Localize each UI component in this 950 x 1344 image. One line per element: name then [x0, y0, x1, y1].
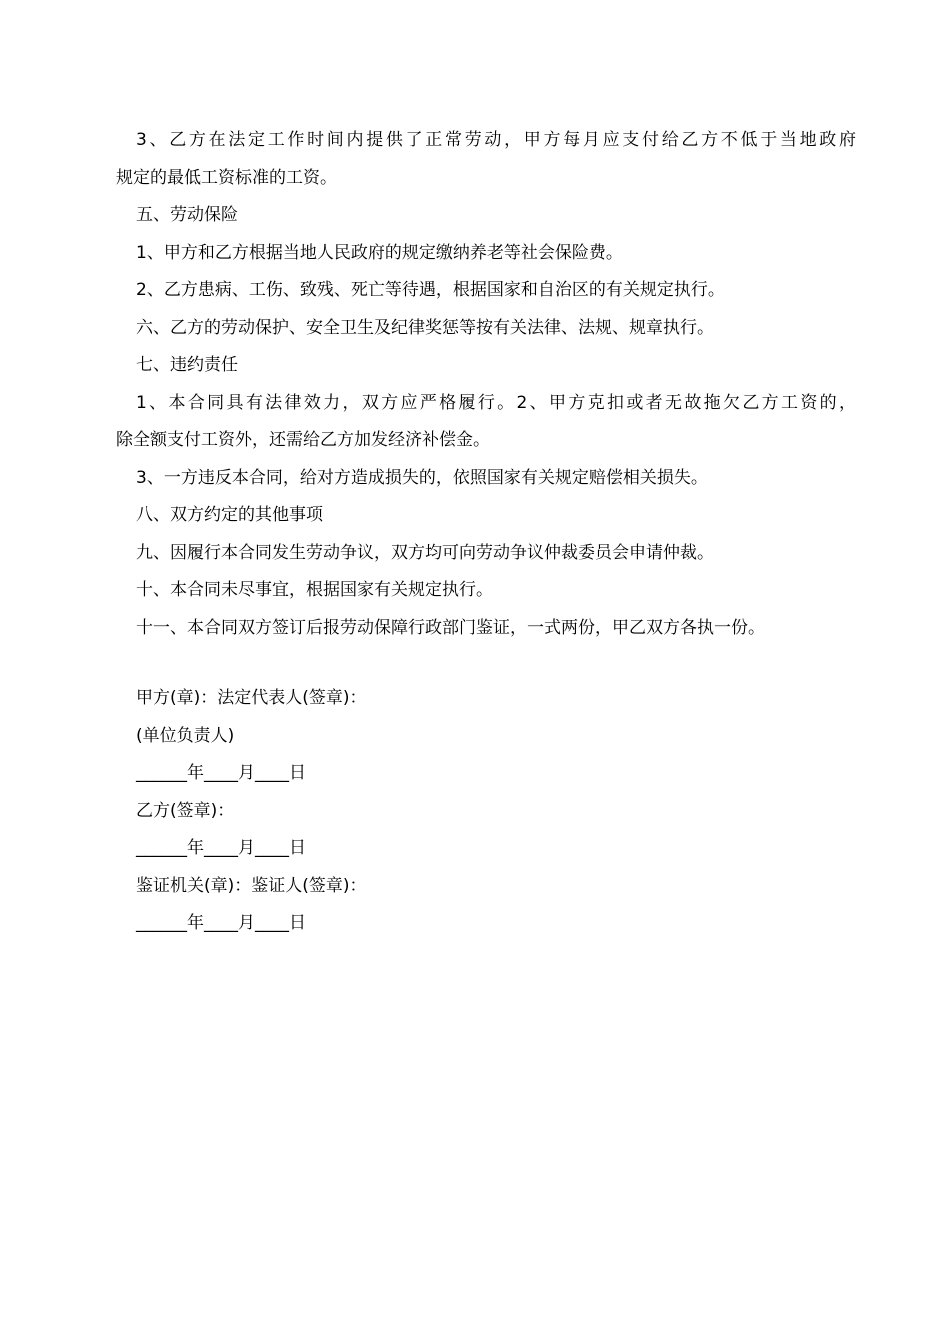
authority-date-line: ______年____月____日: [136, 913, 306, 933]
section-5-item-1: 1、甲方和乙方根据当地人民政府的规定缴纳养老等社会保险费。: [136, 242, 623, 263]
signature-block: [136, 680, 367, 943]
party-b-date-line: ______年____月____日: [136, 838, 306, 858]
party-a-unit-line: (单位负责人): [136, 725, 235, 746]
section-10: 十、本合同未尽事宜，根据国家有关规定执行。: [136, 580, 493, 600]
section-7-heading: 七、违约责任: [136, 355, 238, 375]
party-a-signature-line: 甲方(章)：法定代表人(签章)：: [136, 688, 367, 708]
clause-3-line-1: 3、乙方在法定工作时间内提供了正常劳动，甲方每月应支付给乙方不低于当地政府: [136, 130, 856, 150]
party-a-date-line: ______年____月____日: [136, 763, 306, 783]
section-8: 八、双方约定的其他事项: [136, 505, 323, 525]
contract-body: [116, 122, 856, 647]
section-11: 十一、本合同双方签订后报劳动保障行政部门鉴证，一式两份，甲乙双方各执一份。: [136, 617, 765, 638]
clause-3-line-2: 规定的最低工资标准的工资。: [116, 167, 337, 188]
authority-signature-line: 鉴证机关(章)：鉴证人(签章)：: [136, 875, 367, 896]
section-7-item-3: 3、一方违反本合同，给对方造成损失的，依照国家有关规定赔偿相关损失。: [136, 467, 708, 488]
section-6: 六、乙方的劳动保护、安全卫生及纪律奖惩等按有关法律、法规、规章执行。: [136, 317, 714, 338]
section-7-item-1-line-2: 除全额支付工资外，还需给乙方加发经济补偿金。: [116, 430, 490, 450]
section-5-item-2: 2、乙方患病、工伤、致残、死亡等待遇，根据国家和自治区的有关规定执行。: [136, 280, 725, 300]
section-5-heading: 五、劳动保险: [136, 205, 238, 225]
party-b-signature-line: 乙方(签章)：: [136, 800, 235, 821]
section-7-item-1-line-1: 1、本合同具有法律效力，双方应严格履行。2、甲方克扣或者无故拖欠乙方工资的，: [136, 392, 856, 413]
section-9: 九、因履行本合同发生劳动争议，双方均可向劳动争议仲裁委员会申请仲裁。: [136, 542, 714, 563]
